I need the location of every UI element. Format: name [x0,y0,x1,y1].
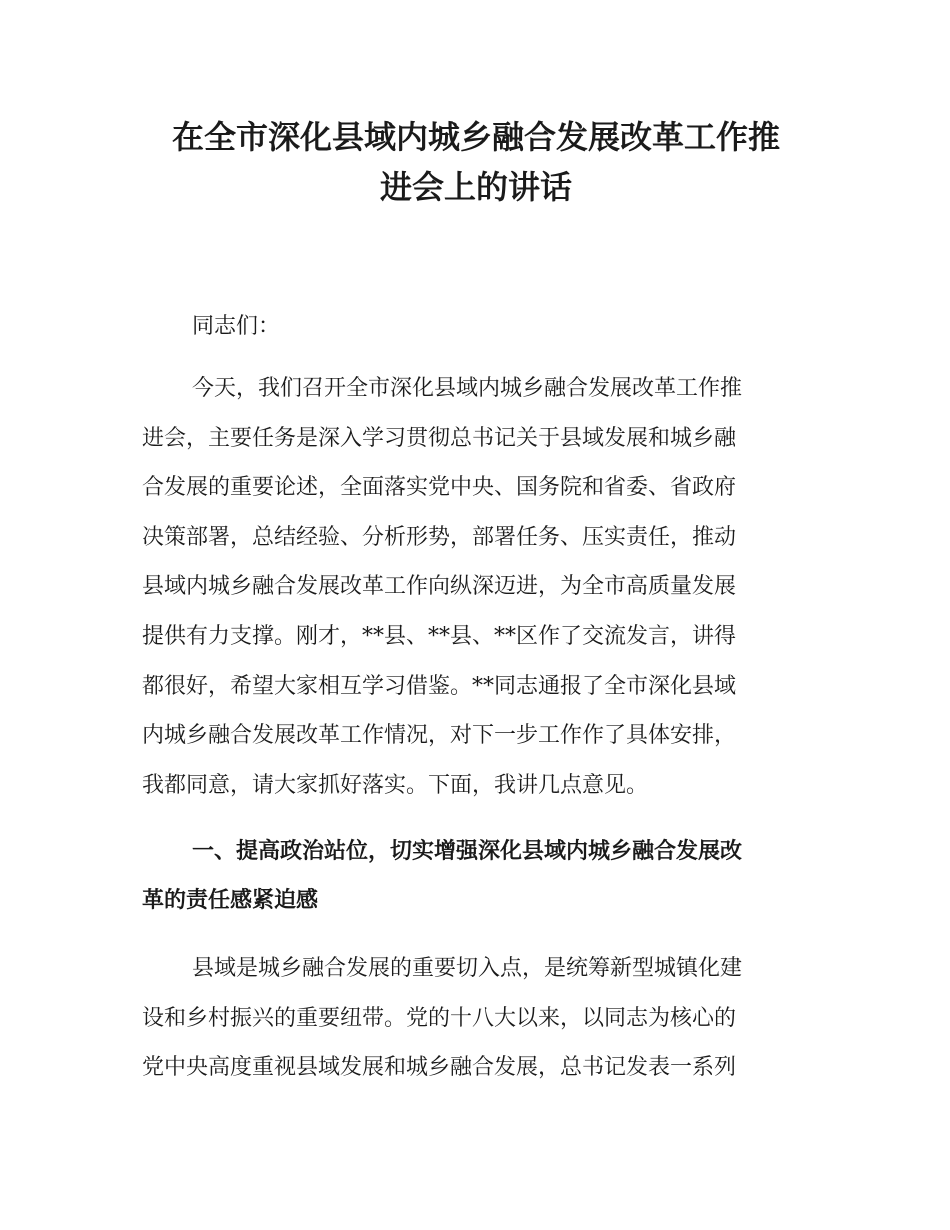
paragraph-line: 进会，主要任务是深入学习贯彻总书记关于县域发展和城乡融 [142,425,737,451]
paragraph-line: 县域内城乡融合发展改革工作向纵深迈进，为全市高质量发展 [142,574,737,600]
paragraph-line: 内城乡融合发展改革工作情况，对下一步工作作了具体安排， [142,723,737,749]
paragraph-line: 今天，我们召开全市深化县域内城乡融合发展改革工作推 [192,376,743,401]
paragraph-2 [142,944,810,1093]
paragraph-line: 设和乡村振兴的重要纽带。党的十八大以来，以同志为核心的 [142,1005,737,1031]
paragraph-line: 提供有力支撑。刚才，**县、**县、**区作了交流发言，讲得 [142,623,737,649]
paragraph-line: 县域是城乡融合发展的重要切入点，是统筹新型城镇化建 [192,956,743,981]
paragraph-line: 都很好，希望大家相互学习借鉴。**同志通报了全市深化县域 [142,673,737,699]
paragraph-1 [142,364,810,810]
paragraph-line: 党中央高度重视县域发展和城乡融合发展，总书记发表一系列 [142,1055,737,1081]
section-heading-1 [142,827,810,925]
paragraph-line: 决策部署，总结经验、分析形势，部署任务、压实责任，推动 [142,524,737,550]
title-line: 进会上的讲话 [379,168,572,206]
paragraph-line: 合发展的重要论述，全面落实党中央、国务院和省委、省政府 [142,475,737,501]
title-line: 在全市深化县域内城乡融合发展改革工作推 [171,118,780,156]
document-title [142,112,810,212]
heading-line: 革的责任感紧迫感 [142,888,319,913]
paragraph-line: 我都同意，请大家抓好落实。下面，我讲几点意见。 [142,772,649,798]
greeting: 同志们： [192,314,281,339]
heading-line: 一、提高政治站位，切实增强深化县域内城乡融合发展改 [192,839,743,864]
